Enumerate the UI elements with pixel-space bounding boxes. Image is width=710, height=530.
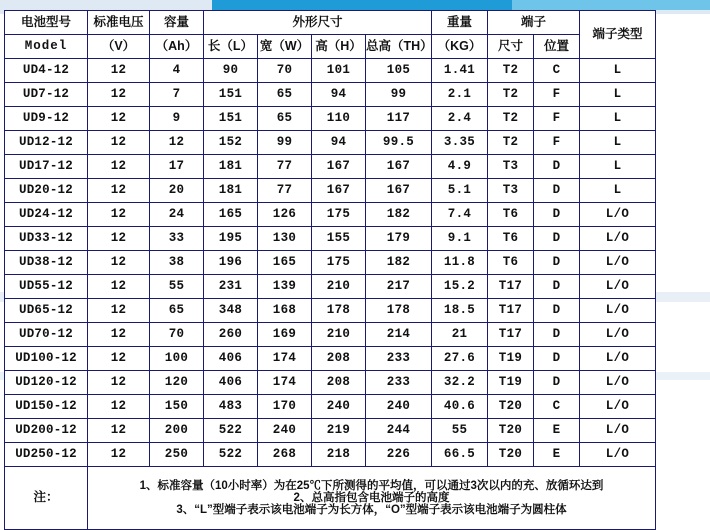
cell-position: D	[534, 275, 580, 299]
cell-weight: 66.5	[432, 443, 488, 467]
cell-type: L/O	[580, 419, 656, 443]
table-row	[5, 251, 656, 275]
cell-width: 165	[258, 251, 312, 275]
cell-model: UD7-12	[5, 83, 88, 107]
cell-size: T17	[488, 323, 534, 347]
cell-voltage: 12	[88, 443, 150, 467]
cell-voltage: 12	[88, 83, 150, 107]
cell-length: 522	[204, 419, 258, 443]
cell-width: 65	[258, 83, 312, 107]
table-row	[5, 155, 656, 179]
table-row	[5, 83, 656, 107]
cell-height: 167	[312, 179, 366, 203]
cell-length: 195	[204, 227, 258, 251]
table-row	[5, 371, 656, 395]
cell-total-height: 178	[366, 299, 432, 323]
cell-type: L	[580, 107, 656, 131]
cell-voltage: 12	[88, 131, 150, 155]
cell-width: 130	[258, 227, 312, 251]
cell-total-height: 226	[366, 443, 432, 467]
header-terminal-cn: 端子	[488, 11, 580, 35]
cell-capacity: 55	[150, 275, 204, 299]
cell-position: F	[534, 131, 580, 155]
cell-width: 169	[258, 323, 312, 347]
cell-length: 152	[204, 131, 258, 155]
cell-size: T20	[488, 419, 534, 443]
cell-voltage: 12	[88, 107, 150, 131]
cell-length: 181	[204, 179, 258, 203]
cell-height: 210	[312, 275, 366, 299]
cell-position: D	[534, 251, 580, 275]
cell-voltage: 12	[88, 419, 150, 443]
cell-position: E	[534, 419, 580, 443]
cell-type: L/O	[580, 443, 656, 467]
cell-size: T19	[488, 371, 534, 395]
cell-capacity: 33	[150, 227, 204, 251]
cell-width: 77	[258, 179, 312, 203]
cell-size: T6	[488, 203, 534, 227]
cell-type: L/O	[580, 227, 656, 251]
cell-width: 170	[258, 395, 312, 419]
cell-model: UD20-12	[5, 179, 88, 203]
table-row	[5, 179, 656, 203]
cell-model: UD38-12	[5, 251, 88, 275]
notes-label: 注：	[5, 467, 88, 530]
cell-model: UD4-12	[5, 59, 88, 83]
cell-length: 522	[204, 443, 258, 467]
cell-capacity: 250	[150, 443, 204, 467]
cell-model: UD24-12	[5, 203, 88, 227]
cell-weight: 9.1	[432, 227, 488, 251]
header-height: 高（H）	[312, 35, 366, 59]
cell-type: L/O	[580, 371, 656, 395]
cell-model: UD120-12	[5, 371, 88, 395]
header-model-en: Model	[5, 35, 88, 59]
cell-width: 77	[258, 155, 312, 179]
cell-model: UD17-12	[5, 155, 88, 179]
header-capacity-cn: 容量	[150, 11, 204, 35]
header-model-cn: 电池型号	[5, 11, 88, 35]
cell-capacity: 100	[150, 347, 204, 371]
cell-height: 208	[312, 347, 366, 371]
cell-voltage: 12	[88, 251, 150, 275]
cell-height: 167	[312, 155, 366, 179]
cell-total-height: 233	[366, 371, 432, 395]
cell-weight: 27.6	[432, 347, 488, 371]
cell-capacity: 12	[150, 131, 204, 155]
cell-voltage: 12	[88, 227, 150, 251]
cell-voltage: 12	[88, 395, 150, 419]
cell-type: L	[580, 83, 656, 107]
table-row	[5, 59, 656, 83]
cell-width: 99	[258, 131, 312, 155]
cell-position: D	[534, 371, 580, 395]
cell-voltage: 12	[88, 203, 150, 227]
cell-capacity: 7	[150, 83, 204, 107]
cell-model: UD200-12	[5, 419, 88, 443]
header-total-height: 总高（TH）	[366, 35, 432, 59]
cell-size: T17	[488, 275, 534, 299]
cell-total-height: 240	[366, 395, 432, 419]
cell-weight: 3.35	[432, 131, 488, 155]
header-weight-unit: （KG）	[432, 35, 488, 59]
cell-type: L/O	[580, 251, 656, 275]
cell-size: T6	[488, 251, 534, 275]
note-line-1: 1、标准容量（10小时率）为在25℃下所测得的平均值，可以通过3次以内的充、放循环达到	[139, 479, 604, 492]
cell-total-height: 117	[366, 107, 432, 131]
cell-length: 406	[204, 371, 258, 395]
cell-position: F	[534, 83, 580, 107]
header-voltage-unit: （V）	[88, 35, 150, 59]
cell-model: UD9-12	[5, 107, 88, 131]
cell-capacity: 200	[150, 419, 204, 443]
cell-capacity: 65	[150, 299, 204, 323]
cell-voltage: 12	[88, 179, 150, 203]
cell-weight: 2.4	[432, 107, 488, 131]
cell-width: 65	[258, 107, 312, 131]
cell-capacity: 38	[150, 251, 204, 275]
table-row	[5, 347, 656, 371]
cell-length: 348	[204, 299, 258, 323]
cell-total-height: 179	[366, 227, 432, 251]
cell-model: UD12-12	[5, 131, 88, 155]
cell-voltage: 12	[88, 275, 150, 299]
cell-height: 178	[312, 299, 366, 323]
cell-model: UD250-12	[5, 443, 88, 467]
cell-position: D	[534, 155, 580, 179]
cell-total-height: 167	[366, 179, 432, 203]
table-row	[5, 275, 656, 299]
cell-total-height: 182	[366, 251, 432, 275]
cell-weight: 4.9	[432, 155, 488, 179]
cell-type: L	[580, 131, 656, 155]
cell-capacity: 150	[150, 395, 204, 419]
header-weight-cn: 重量	[432, 11, 488, 35]
cell-weight: 21	[432, 323, 488, 347]
cell-voltage: 12	[88, 299, 150, 323]
cell-voltage: 12	[88, 323, 150, 347]
cell-width: 240	[258, 419, 312, 443]
cell-size: T2	[488, 83, 534, 107]
cell-model: UD65-12	[5, 299, 88, 323]
cell-voltage: 12	[88, 371, 150, 395]
cell-type: L	[580, 59, 656, 83]
cell-voltage: 12	[88, 59, 150, 83]
cell-weight: 11.8	[432, 251, 488, 275]
cell-weight: 7.4	[432, 203, 488, 227]
cell-position: D	[534, 227, 580, 251]
cell-length: 151	[204, 83, 258, 107]
cell-height: 208	[312, 371, 366, 395]
cell-weight: 5.1	[432, 179, 488, 203]
cell-type: L/O	[580, 347, 656, 371]
cell-length: 260	[204, 323, 258, 347]
cell-height: 210	[312, 323, 366, 347]
cell-capacity: 120	[150, 371, 204, 395]
cell-weight: 32.2	[432, 371, 488, 395]
cell-model: UD150-12	[5, 395, 88, 419]
header-terminal-type-cn: 端子类型	[580, 11, 656, 59]
cell-total-height: 99	[366, 83, 432, 107]
header-terminal-size: 尺寸	[488, 35, 534, 59]
cell-total-height: 182	[366, 203, 432, 227]
header-width: 宽（W）	[258, 35, 312, 59]
cell-type: L/O	[580, 395, 656, 419]
table-body	[5, 59, 656, 467]
cell-length: 231	[204, 275, 258, 299]
cell-weight: 18.5	[432, 299, 488, 323]
cell-width: 70	[258, 59, 312, 83]
table-row	[5, 443, 656, 467]
cell-size: T19	[488, 347, 534, 371]
cell-capacity: 17	[150, 155, 204, 179]
cell-total-height: 233	[366, 347, 432, 371]
cell-type: L/O	[580, 299, 656, 323]
cell-size: T6	[488, 227, 534, 251]
table-row	[5, 227, 656, 251]
cell-length: 151	[204, 107, 258, 131]
cell-width: 168	[258, 299, 312, 323]
cell-weight: 15.2	[432, 275, 488, 299]
cell-position: D	[534, 299, 580, 323]
cell-total-height: 105	[366, 59, 432, 83]
table-row	[5, 419, 656, 443]
cell-position: D	[534, 179, 580, 203]
table-row	[5, 203, 656, 227]
cell-position: D	[534, 347, 580, 371]
cell-weight: 40.6	[432, 395, 488, 419]
cell-position: D	[534, 203, 580, 227]
cell-height: 240	[312, 395, 366, 419]
cell-type: L/O	[580, 203, 656, 227]
cell-model: UD70-12	[5, 323, 88, 347]
notes-row	[5, 467, 656, 530]
cell-type: L/O	[580, 323, 656, 347]
table-row	[5, 395, 656, 419]
cell-length: 483	[204, 395, 258, 419]
battery-spec-table	[4, 10, 656, 530]
cell-capacity: 20	[150, 179, 204, 203]
header-length: 长（L）	[204, 35, 258, 59]
cell-length: 181	[204, 155, 258, 179]
cell-length: 90	[204, 59, 258, 83]
decor-accent-bar-light	[512, 0, 710, 10]
notes-body	[88, 467, 656, 530]
cell-capacity: 4	[150, 59, 204, 83]
cell-length: 165	[204, 203, 258, 227]
decor-accent-bar	[212, 0, 512, 10]
cell-model: UD33-12	[5, 227, 88, 251]
cell-weight: 55	[432, 419, 488, 443]
cell-type: L/O	[580, 275, 656, 299]
cell-capacity: 9	[150, 107, 204, 131]
cell-capacity: 24	[150, 203, 204, 227]
cell-size: T20	[488, 395, 534, 419]
cell-width: 126	[258, 203, 312, 227]
cell-size: T2	[488, 59, 534, 83]
cell-height: 218	[312, 443, 366, 467]
cell-type: L	[580, 179, 656, 203]
cell-length: 196	[204, 251, 258, 275]
cell-total-height: 167	[366, 155, 432, 179]
cell-size: T2	[488, 131, 534, 155]
cell-height: 94	[312, 131, 366, 155]
cell-size: T3	[488, 179, 534, 203]
cell-capacity: 70	[150, 323, 204, 347]
cell-total-height: 217	[366, 275, 432, 299]
cell-height: 101	[312, 59, 366, 83]
cell-height: 175	[312, 203, 366, 227]
cell-position: E	[534, 443, 580, 467]
note-line-2: 2、总高指包含电池端子的高度	[293, 491, 450, 504]
cell-model: UD55-12	[5, 275, 88, 299]
cell-height: 155	[312, 227, 366, 251]
table-header-row-1	[5, 11, 656, 35]
table-row	[5, 299, 656, 323]
header-dimensions-cn: 外形尺寸	[204, 11, 432, 35]
table-row	[5, 323, 656, 347]
cell-height: 94	[312, 83, 366, 107]
cell-weight: 2.1	[432, 83, 488, 107]
table-row	[5, 131, 656, 155]
cell-width: 174	[258, 371, 312, 395]
cell-width: 174	[258, 347, 312, 371]
header-voltage-cn: 标准电压	[88, 11, 150, 35]
cell-total-height: 214	[366, 323, 432, 347]
cell-length: 406	[204, 347, 258, 371]
cell-model: UD100-12	[5, 347, 88, 371]
table-row	[5, 107, 656, 131]
cell-voltage: 12	[88, 155, 150, 179]
cell-position: C	[534, 59, 580, 83]
cell-type: L	[580, 155, 656, 179]
cell-size: T3	[488, 155, 534, 179]
cell-width: 268	[258, 443, 312, 467]
note-line-3: 3、“L”型端子表示该电池端子为长方体，“O”型端子表示该电池端子为圆柱体	[176, 504, 567, 517]
table-header-row-2	[5, 35, 656, 59]
cell-size: T2	[488, 107, 534, 131]
cell-total-height: 99.5	[366, 131, 432, 155]
cell-width: 139	[258, 275, 312, 299]
cell-voltage: 12	[88, 347, 150, 371]
cell-weight: 1.41	[432, 59, 488, 83]
cell-height: 175	[312, 251, 366, 275]
cell-height: 110	[312, 107, 366, 131]
cell-size: T20	[488, 443, 534, 467]
cell-position: D	[534, 323, 580, 347]
cell-position: F	[534, 107, 580, 131]
cell-size: T17	[488, 299, 534, 323]
cell-total-height: 244	[366, 419, 432, 443]
cell-height: 219	[312, 419, 366, 443]
header-terminal-position: 位置	[534, 35, 580, 59]
cell-position: C	[534, 395, 580, 419]
header-capacity-unit: （Ah）	[150, 35, 204, 59]
